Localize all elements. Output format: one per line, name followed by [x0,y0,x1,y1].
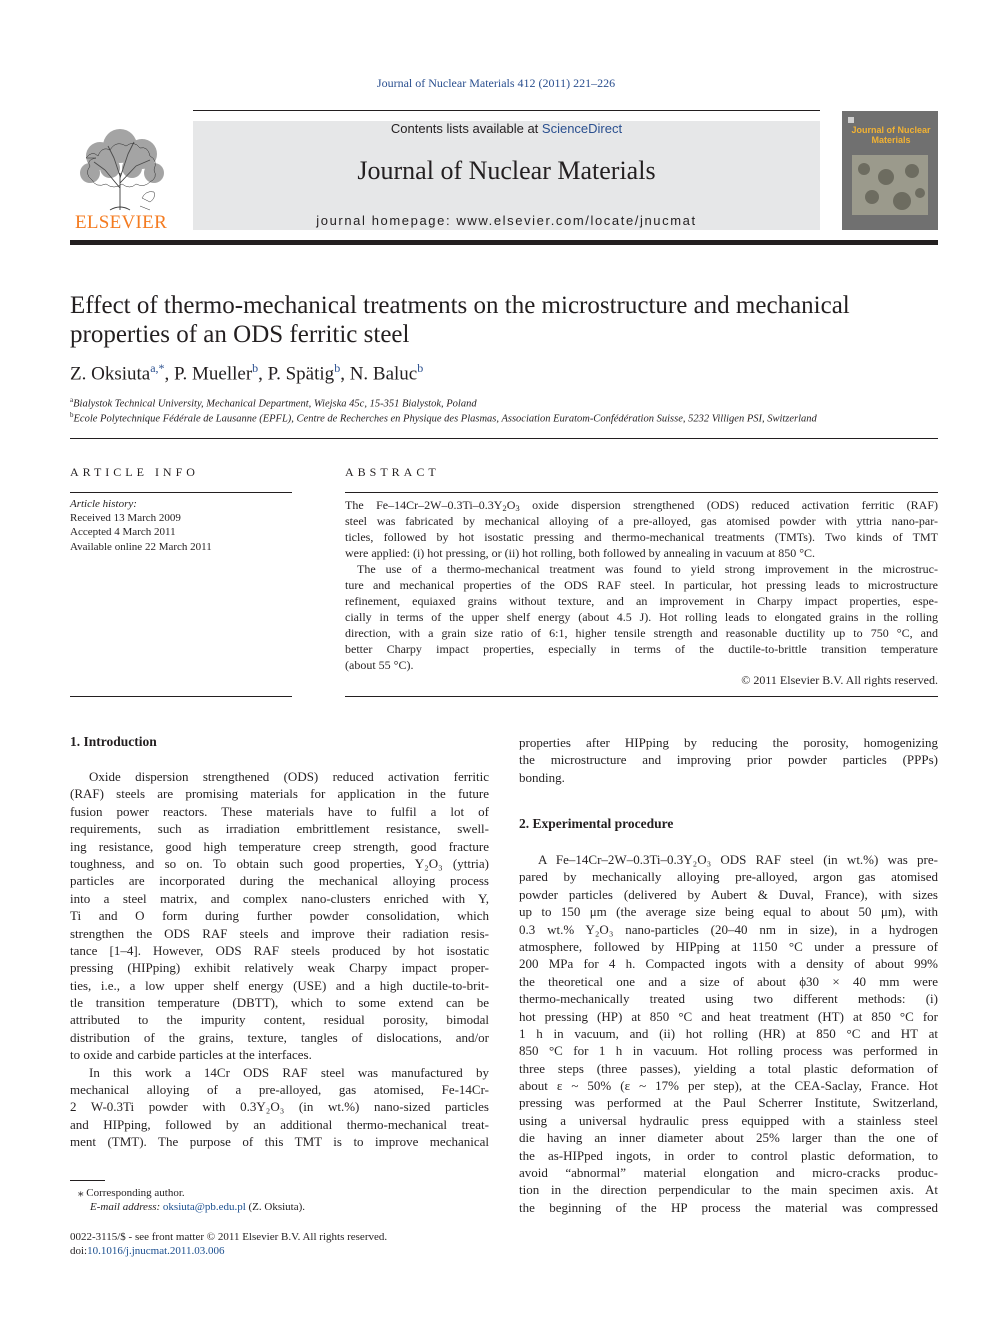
author-affiliation-marker[interactable]: a,* [150,361,165,375]
paper-title [70,291,938,349]
body-line: pressing (HIPping) exhibit relatively weak Charpy impact proper- [70,960,489,976]
body-line: strengthen the ODS RAF steels and improve their radiation resis- [70,925,489,941]
footnote-rule [70,1180,105,1181]
body-line: into a steel matrix, and complex nano-clusters enriched with Y, [70,890,489,906]
abstract-line: were applied: (i) hot pressing, or (ii) hot rolling, both followed by annealing in vacuum at 850 °C. [345,546,816,560]
body-line: particles are incorporated during the mechanical alloying process [70,873,489,889]
body-line: die having an inner diameter about 25% larger than the one of [519,1130,938,1146]
author-affiliation-marker[interactable]: b [334,361,341,375]
body-line: ing resistance, good high temperature creep strength, good fracture [70,838,489,854]
abstract-line: The use of a thermo-mechanical treatment was found to yield strong improvement in the microstruc- [357,562,938,576]
body-line: 1 h in vacuum, and (ii) hot rolling (HR) at 850 °C and HT at [519,1025,938,1041]
body-line: toughness, and so on. To obtain such good properties, Y₂O₃ (yttria) [70,855,489,871]
email-note [90,1201,305,1213]
body-line: In this work a 14Cr ODS RAF steel was manufactured by [89,1064,489,1080]
abstract-alloy-prefix: The Fe–14Cr–2W–0.3Ti–0.3Y [345,498,503,512]
abstract-line: (about 55 °C). [345,658,414,672]
body-line: 0.3 wt.% Y₂O₃ nano-particles (20–40 nm in size), in a hydrogen [519,921,938,937]
body-line: Ti and O form during further powder consolidation, which [70,908,489,924]
body-line: tle transition temperature (DBTT), which to some extend can be [70,995,489,1011]
cover-title: Journal of Nuclear Materials [851,125,931,145]
body-line: to oxide and carbide particles at the interfaces. [70,1047,312,1063]
introduction-continued [519,734,938,786]
accepted-date: Accepted 4 March 2011 [70,526,176,538]
body-line: three steps (three passes), yielding a total plastic deformation of [519,1060,938,1076]
contents-availability [193,121,820,136]
abstract-line: direction, with a grain size ratio of 6:1, higher tensile strength and reasonable ductility up to 750 °C, and [345,626,938,640]
abstract-line: cially in terms of the upper shelf energy (about 4.5 J). Hot rolling leads to elongated grains in the rolling [345,610,938,624]
author-affiliation-marker[interactable]: b [417,361,424,375]
body-line-with-citation[interactable]: tance [1–4]. However, ODS RAF steels produced by hot isostatic [70,942,489,958]
affiliation-marker: b [70,411,74,419]
affiliation-a [70,396,477,410]
abstract-line: The $Fe-14Cr-2W-0.3Ti-0.3Y_2O_3$ oxide dispersion strengthened (ODS) reduced activation ferritic (RAF) [345,498,939,514]
body-line: properties after HIPping by reducing the porosity, homogenizing [519,735,938,750]
body-line: pared by mechanically alloying pre-alloyed, argon gas atomised [519,869,938,885]
body-line: 200 MPa for 4 h. Compacted ingots with a density of about 99% [519,956,938,972]
affiliation-marker: a [70,396,74,404]
body-line: avoid “abnormal” material elongation and micro-cracks produc- [519,1165,938,1181]
author-name: P. Mueller [174,363,253,385]
journal-title: Journal of Nuclear Materials [357,156,656,185]
body-line: using a universal hydraulic press equipped with a stainless steel [519,1112,938,1128]
author-affiliation-marker[interactable]: b [252,361,259,375]
body-line: and HIPping, followed by an additional thermo-mechanical treat- [70,1116,489,1132]
article-history-label: Article history: [70,498,137,510]
elsevier-wordmark: ELSEVIER [74,212,168,233]
journal-citation[interactable]: Journal of Nuclear Materials 412 (2011) 221–226 [376,76,616,90]
affiliation-b [70,411,817,425]
body-line: powder particles (delivered by Aubert & Duval, France), with sizes [519,886,938,902]
body-line: atmosphere, followed by HIPping at 1150 °C under a pressure of [519,938,938,954]
paper-title-line-1: Effect of thermo-mechanical treatments on the microstructure and mechanical [70,292,850,319]
doi-label: doi: [70,1245,88,1257]
body-line: requirements, such as irradiation embrittlement resistance, swell- [70,821,489,837]
contents-prefix: Contents lists available at [390,121,542,136]
author-name: N. Baluc [349,363,418,385]
doi-link[interactable]: 10.1016/j.jnucmat.2011.03.006 [87,1245,225,1257]
title-block-rule [70,438,938,439]
corresponding-author-note: ⁎ Corresponding author. [78,1187,185,1199]
body-line: bonding. [519,769,565,785]
received-date: Received 13 March 2009 [70,512,181,524]
article-info-rule [70,492,292,493]
email-label: E-mail address: [90,1201,163,1213]
body-line: (RAF) steels are promising materials for application in the future [70,786,489,802]
header-thick-rule [70,240,938,245]
body-line: up to 150 μm (the average size being equal to about 50 μm), with [519,904,938,920]
affiliation-text: Bialystok Technical University, Mechanical Department, Wiejska 45c, 15-351 Bialystok, Poland [73,398,477,410]
body-line: pressing was performed at the Paul Scherrer Institute, Switzerland, [519,1095,938,1111]
abstract-line: ticles, followed by hot isostatic pressing and thermo-mechanical treatments (TMTs). Two kinds of TMT [345,530,938,544]
body-line: fusion power reactors. These materials have to fulfil a lot of [70,803,489,819]
body-line: tion in the direction perpendicular to the main specimen axis. At [519,1182,938,1198]
abstract-line: ture and mechanical properties of the ODS RAF steel. In particular, hot pressing leads to microstructure [345,578,938,592]
abstract-line: steel was fabricated by mechanical alloying of a pre-alloyed, gas atomised powder with yttria nano-par- [345,514,938,528]
author-name: P. Spätig [267,363,335,385]
body-line: the beginning of the HP process the material was compressed [519,1199,938,1215]
abstract-line: refinement, equiaxed grains without texture, and an improvement in Charpy impact properties, espe- [345,594,938,608]
doi-line [70,1245,225,1257]
journal-cover-thumbnail[interactable] [842,111,938,230]
section-heading-introduction: 1. Introduction [70,734,157,749]
experimental-text [519,851,938,1216]
issn-copyright-line: 0022-3115/$ - see front matter © 2011 Elsevier B.V. All rights reserved. [70,1231,388,1243]
body-line: hot pressing (HP) at 850 °C and heat treatment (HT) at 850 °C for [519,1008,938,1024]
sciencedirect-link[interactable]: ScienceDirect [541,121,623,136]
introduction-text [70,768,489,1151]
body-line: about ε ~ 50% (ε ~ 17% per step), at the CEA-Saclay, France. Hot [519,1078,938,1094]
body-line: 2 W-0.3Ti powder with 0.3Y₂O₃ (in wt.%) nano-sized particles [70,1099,489,1115]
journal-homepage[interactable]: journal homepage: www.elsevier.com/locate/jnucmat [316,213,697,228]
abstract-line: better Charpy impact properties, especially in terms of the ductile-to-brittle transition temperature [345,642,938,656]
body-line: ties, i.e., a low upper shelf energy (USE) and a high ductile-to-brit- [70,977,489,993]
email-suffix: (Z. Oksiuta). [245,1201,306,1213]
body-line: mechanical alloying of a pre-alloyed, gas atomised, Fe-14Cr- [70,1082,489,1098]
body-line: A Fe–14Cr–2W–0.3Ti–0.3Y₂O₃ ODS RAF steel (in wt.%) was pre- [538,852,938,867]
body-line: Oxide dispersion strengthened (ODS) reduced activation ferritic [89,769,489,784]
author-list: Z. Oksiuta$^{a,*}$, P. Mueller$^b$, P. Spätig$^b$, N. Baluc$^b$ [70,361,424,385]
body-line: the microstructure and improving prior powder particles (PPPs) [519,752,938,768]
affiliation-text: Ecole Polytechnique Fédérale de Lausanne (EPFL), Centre de Recherches en Physique des Plasmas, Association Euratom-Confédération Suisse, 5232 Villigen PSI, Switzerland [73,413,817,425]
body-line: the as-HIPped ingots, in order to control plastic deformation, to [519,1147,938,1163]
abstract-line-text: oxide dispersion strengthened (ODS) reduced activation ferritic (RAF) [532,498,939,512]
article-info-heading: ARTICLE INFO [70,465,199,479]
body-line: thermo-mechanically treated using two different methods: (i) [519,991,938,1007]
section-heading-experimental: 2. Experimental procedure [519,816,674,831]
abstract-heading: ABSTRACT [345,465,440,479]
abstract-bottom-rule [345,696,938,697]
abstract-rule [345,492,938,493]
email-link[interactable]: oksiuta@pb.edu.pl [162,1201,246,1213]
online-date: Available online 22 March 2011 [70,541,212,553]
body-line: ment (TMT). The purpose of this TMT is to improve mechanical [70,1134,489,1150]
body-line: distribution of the grains, texture, tangles of dislocations, and/or [70,1029,489,1045]
body-line: the theoretical one and a size of about ϕ30 × 40 mm were [519,973,938,989]
author-name: Z. Oksiuta [70,363,151,385]
header-top-rule [193,110,820,111]
body-line: 850 °C for 1 h in vacuum. Hot rolling process was performed in [519,1043,938,1059]
paper-title-line-2: properties of an ODS ferritic steel [70,321,410,348]
article-info-bottom-rule [70,696,292,697]
abstract-copyright: © 2011 Elsevier B.V. All rights reserved. [741,673,938,687]
body-line: attributed to the impurity content, residual porosity, bimodal [70,1012,489,1028]
